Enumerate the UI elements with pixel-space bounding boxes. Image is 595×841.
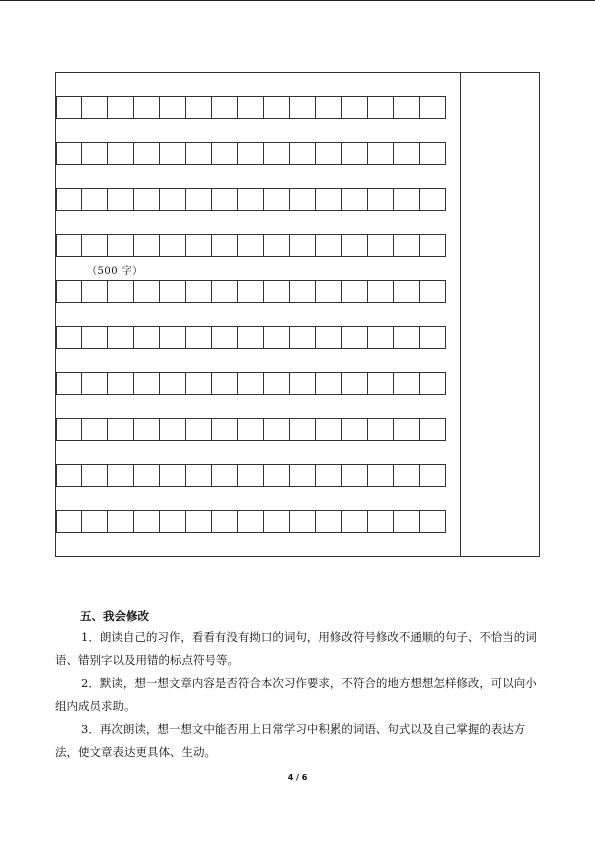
grid-cell [133,418,160,441]
grid-cell [107,280,134,303]
section-title: 五、我会修改 [80,609,149,623]
grid-cell [81,464,108,487]
grid-cell [289,234,316,257]
grid-cell [211,188,238,211]
grid-cell [341,418,368,441]
grid-cell [341,234,368,257]
grid-cell [419,418,446,441]
grid-cell [237,96,264,119]
grid-row [56,418,460,441]
grid-cell [393,510,420,533]
grid-cell [133,464,160,487]
grid-cell [393,234,420,257]
grid-cell [367,464,394,487]
grid-cell [133,510,160,533]
grid-cell [315,510,342,533]
grid-cell [341,96,368,119]
grid-cell [393,188,420,211]
grid-cell [341,280,368,303]
grid-cell [56,510,82,533]
grid-cell [159,464,186,487]
grid-cell [107,372,134,395]
grid-cell [159,188,186,211]
page-number: 4 / 6 [287,773,308,782]
grid-cell [159,372,186,395]
grid-cell [315,142,342,165]
grid-cell [237,188,264,211]
grid-cell [185,372,212,395]
grid-cell [263,372,290,395]
grid-cell [419,280,446,303]
grid-cell [107,234,134,257]
grid-cell [367,372,394,395]
grid-cell [159,234,186,257]
grid-cell [107,510,134,533]
grid-cell [133,280,160,303]
grid-cell [315,418,342,441]
grid-cell [159,510,186,533]
grid-cell [419,510,446,533]
grid-cell [367,418,394,441]
grid-cell [289,326,316,349]
grid-cell [367,188,394,211]
grid-cell [133,142,160,165]
grid-cell [315,96,342,119]
grid-cell [289,96,316,119]
grid-cell [159,418,186,441]
grid-cell [393,142,420,165]
grid-cell [393,96,420,119]
grid-cell [237,142,264,165]
grid-cell [56,464,82,487]
grid-row [56,280,460,303]
grid-cell [133,96,160,119]
grid-cell [419,464,446,487]
grid-cell [237,510,264,533]
grid-cell [289,142,316,165]
grid-cell [81,372,108,395]
writing-grid-sheet [55,72,540,557]
grid-cell [393,418,420,441]
grid-cell [341,142,368,165]
instruction-3: 3．再次朗读，想一想文中能否用上日常学习中积累的词语、句式以及自己掌握的表达方法，使文章表达更具体、生动。 [55,722,526,759]
grid-cell [159,142,186,165]
grid-cell [237,326,264,349]
grid-cell [419,372,446,395]
grid-cell [263,188,290,211]
grid-cell [211,510,238,533]
grid-cell [289,372,316,395]
grid-cell [367,96,394,119]
grid-cell [107,142,134,165]
grid-cell [237,418,264,441]
grid-cell [185,464,212,487]
grid-cell [211,418,238,441]
margin-divider [460,73,461,556]
word-count-note: （500 字） [87,266,143,277]
grid-cell [263,96,290,119]
grid-cell [107,464,134,487]
grid-cell [263,234,290,257]
grid-cell [341,188,368,211]
grid-cell [367,510,394,533]
grid-cell [237,234,264,257]
grid-cell [107,326,134,349]
grid-cell [341,510,368,533]
grid-cell [367,142,394,165]
grid-cell [419,96,446,119]
grid-cell [107,96,134,119]
grid-cell [211,234,238,257]
grid-cell [159,96,186,119]
grid-cell [315,326,342,349]
grid-cell [289,418,316,441]
instruction-1: 1．朗读自己的习作，看看有没有拗口的词句，用修改符号修改不通顺的句子、不恰当的词语、错别字以及用错的标点符号等。 [55,630,537,667]
grid-cell [263,326,290,349]
grid-cell [341,372,368,395]
grid-cell [133,372,160,395]
grid-cell [56,418,82,441]
grid-cell [237,372,264,395]
grid-cell [237,280,264,303]
grid-cell [159,280,186,303]
grid-cell [56,96,82,119]
grid-cell [367,280,394,303]
instruction-2: 2．默读，想一想文章内容是否符合本次习作要求，不符合的地方想想怎样修改，可以向小组内成员求助。 [55,676,537,713]
grid-row [56,142,460,165]
grid-row [56,464,460,487]
grid-cell [289,510,316,533]
grid-row [56,96,460,119]
header-rule [0,0,595,1]
grid-cell [81,96,108,119]
grid-cell [56,142,82,165]
grid-cell [315,372,342,395]
grid-cell [185,234,212,257]
grid-cell [133,326,160,349]
grid-cell [159,326,186,349]
grid-cell [315,188,342,211]
grid-cell [419,234,446,257]
grid-cell [263,510,290,533]
grid-cell [263,142,290,165]
grid-cell [133,188,160,211]
grid-cell [393,280,420,303]
grid-cell [315,280,342,303]
grid-cell [185,188,212,211]
grid-cell [56,234,82,257]
grid-cell [185,96,212,119]
grid-cell [81,234,108,257]
grid-cell [211,326,238,349]
grid-cell [56,188,82,211]
grid-cell [81,510,108,533]
grid-cell [185,280,212,303]
grid-cell [56,326,82,349]
grid-row [56,510,460,533]
grid-cell [341,326,368,349]
grid-cell [315,234,342,257]
grid-cell [185,142,212,165]
grid-cell [81,326,108,349]
grid-cell [185,418,212,441]
grid-cell [81,142,108,165]
grid-cell [393,326,420,349]
grid-cell [133,234,160,257]
grid-cell [211,280,238,303]
grid-cell [211,96,238,119]
grid-row [56,188,460,211]
grid-cell [211,142,238,165]
grid-cell [211,372,238,395]
grid-cell [81,188,108,211]
grid-cell [367,326,394,349]
grid-cell [393,372,420,395]
grid-cell [341,464,368,487]
grid-cell [289,464,316,487]
grid-cell [56,280,82,303]
grid-cell [81,280,108,303]
grid-cell [56,372,82,395]
grid-cell [263,280,290,303]
grid-cell [185,510,212,533]
grid-cell [107,418,134,441]
grid-cell [263,418,290,441]
grid-cell [419,326,446,349]
grid-cell [367,234,394,257]
grid-cell [419,188,446,211]
grid-cell [81,418,108,441]
grid-cell [185,326,212,349]
grid-row [56,372,460,395]
grid-cell [263,464,290,487]
grid-cell [419,142,446,165]
grid-cell [289,280,316,303]
grid-cell [393,464,420,487]
grid-cell [315,464,342,487]
grid-cell [107,188,134,211]
grid-row [56,326,460,349]
grid-cell [289,188,316,211]
grid-row [56,234,460,257]
grid-cell [211,464,238,487]
grid-cell [237,464,264,487]
